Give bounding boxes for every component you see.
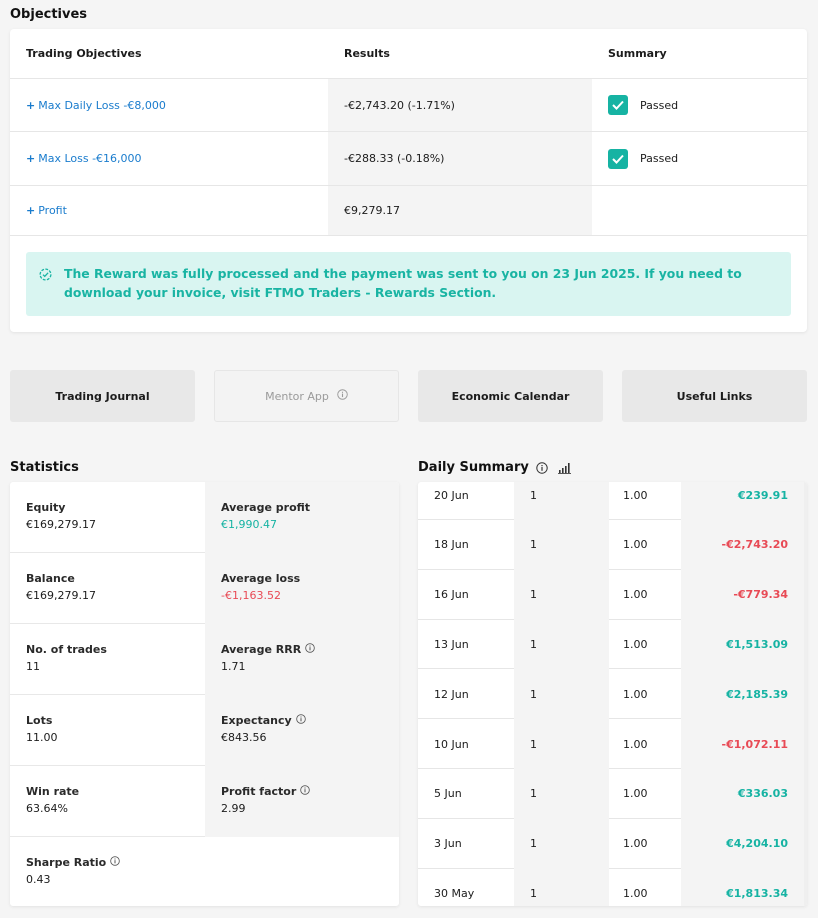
- stat-value-lots: 11.00: [26, 731, 58, 744]
- passed-label: Passed: [640, 98, 679, 112]
- objective-row-profit: [10, 186, 807, 236]
- stat-row: [10, 482, 399, 553]
- stat-row: [10, 766, 399, 837]
- daily-result: €336.03: [681, 769, 804, 819]
- info-icon[interactable]: [305, 643, 315, 656]
- daily-summary-title: Daily Summary: [418, 460, 529, 475]
- daily-result: €2,185.39: [681, 669, 804, 719]
- stat-label-equity: Equity: [26, 501, 66, 514]
- daily-result: €1,513.09: [681, 619, 804, 669]
- daily-result: €4,204.10: [681, 819, 804, 869]
- daily-date: 5 Jun: [434, 787, 462, 801]
- daily-summary-row: [418, 868, 804, 906]
- stat-label-profit-factor: Profit factor: [221, 785, 399, 798]
- stat-value-equity: €169,279.17: [26, 518, 96, 531]
- stat-value-no-of-trades: 11: [26, 660, 40, 673]
- reward-notice: [26, 252, 791, 316]
- daily-date: 13 Jun: [434, 637, 469, 651]
- stat-value-average-loss: -€1,163.52: [221, 589, 281, 602]
- stat-row: [10, 695, 399, 766]
- daily-result: -€779.34: [681, 570, 804, 620]
- daily-result: -€1,072.11: [681, 719, 804, 769]
- daily-date: 20 Jun: [434, 488, 469, 502]
- check-icon: [608, 95, 628, 115]
- stat-row: [10, 837, 399, 906]
- objective-row-max-loss: [10, 132, 807, 186]
- stat-value-sharpe-ratio: 0.43: [26, 873, 51, 886]
- objective-summary: [592, 132, 807, 185]
- daily-summary-card: [418, 482, 807, 906]
- daily-lots: 1.00: [623, 837, 648, 851]
- scrollbar[interactable]: [804, 482, 807, 906]
- daily-date: 16 Jun: [434, 588, 469, 602]
- daily-lots: 1.00: [623, 687, 648, 701]
- objective-link-profit[interactable]: + Profit: [26, 204, 67, 217]
- stat-value-win-rate: 63.64%: [26, 802, 68, 815]
- daily-lots: 1.00: [623, 637, 648, 651]
- stat-label-average-rrr: Average RRR: [221, 643, 399, 656]
- stat-label-balance: Balance: [26, 572, 75, 585]
- bar-chart-icon[interactable]: [558, 462, 571, 474]
- stat-label-sharpe-ratio: Sharpe Ratio: [26, 856, 205, 869]
- stat-label-no-of-trades: No. of trades: [26, 643, 107, 656]
- daily-trades: 1: [514, 482, 609, 520]
- daily-summary-row: [418, 819, 804, 869]
- daily-date: 30 May: [434, 886, 475, 900]
- header-trading-objectives: Trading Objectives: [26, 47, 142, 60]
- header-summary: Summary: [608, 47, 667, 60]
- objective-link-max-daily-loss[interactable]: + Max Daily Loss -€8,000: [26, 98, 166, 112]
- info-icon[interactable]: [296, 714, 306, 727]
- economic-calendar-button[interactable]: Economic Calendar: [418, 370, 603, 422]
- stat-row: [10, 553, 399, 624]
- stat-value-balance: €169,279.17: [26, 589, 96, 602]
- statistics-title: Statistics: [10, 460, 79, 475]
- stat-value-profit-factor: 2.99: [221, 802, 246, 815]
- passed-label: Passed: [640, 152, 679, 165]
- daily-summary-row: [418, 482, 804, 520]
- daily-lots: 1.00: [623, 588, 648, 602]
- daily-summary-header: [418, 460, 571, 475]
- daily-trades: 1: [514, 570, 609, 620]
- daily-result: €1,813.34: [681, 868, 804, 906]
- reward-notice-text: The Reward was fully processed and the payment was sent to you on 23 Jun 2025. If you need to download your invoice, visit FTMO Traders - Rewards Section.: [64, 266, 742, 300]
- daily-lots: 1.00: [623, 488, 648, 502]
- daily-date: 18 Jun: [434, 538, 469, 552]
- trading-journal-button[interactable]: Trading Journal: [10, 370, 195, 422]
- header-results: Results: [344, 47, 390, 60]
- daily-trades: 1: [514, 719, 609, 769]
- daily-trades: 1: [514, 819, 609, 869]
- daily-trades: 1: [514, 669, 609, 719]
- mentor-app-button[interactable]: Mentor App: [214, 370, 399, 422]
- daily-summary-row: [418, 520, 804, 570]
- daily-lots: 1.00: [623, 886, 648, 900]
- statistics-card: [10, 482, 399, 906]
- daily-trades: 1: [514, 868, 609, 906]
- daily-summary-row: [418, 619, 804, 669]
- daily-summary-row: [418, 669, 804, 719]
- objective-summary: [592, 186, 807, 235]
- daily-date: 10 Jun: [434, 737, 469, 751]
- objective-result: -€288.33 (-0.18%): [328, 132, 592, 185]
- daily-result: €239.91: [681, 482, 804, 520]
- objective-result: €9,279.17: [328, 186, 592, 235]
- info-icon[interactable]: [300, 785, 310, 798]
- daily-trades: 1: [514, 520, 609, 570]
- objective-summary: [592, 79, 807, 131]
- stat-label-average-loss: Average loss: [221, 572, 301, 585]
- daily-lots: 1.00: [623, 787, 648, 801]
- stat-value-expectancy: €843.56: [221, 731, 267, 744]
- check-icon: [608, 149, 628, 169]
- objective-row-max-daily-loss: [10, 79, 807, 132]
- info-icon[interactable]: [337, 389, 348, 403]
- useful-links-button[interactable]: Useful Links: [622, 370, 807, 422]
- stat-label-lots: Lots: [26, 714, 53, 727]
- daily-summary-row: [418, 570, 804, 620]
- objectives-title: Objectives: [10, 7, 88, 22]
- daily-summary-row: [418, 719, 804, 769]
- stat-label-average-profit: Average profit: [221, 501, 311, 514]
- objective-result: -€2,743.20 (-1.71%): [328, 79, 592, 131]
- info-icon[interactable]: [110, 856, 120, 869]
- objective-link-max-loss[interactable]: + Max Loss -€16,000: [26, 152, 142, 165]
- stat-value-average-rrr: 1.71: [221, 660, 246, 673]
- daily-lots: 1.00: [623, 538, 648, 552]
- daily-summary-row: [418, 769, 804, 819]
- verified-icon: [39, 267, 52, 286]
- daily-result: -€2,743.20: [681, 520, 804, 570]
- daily-date: 3 Jun: [434, 837, 462, 851]
- stat-label-win-rate: Win rate: [26, 785, 80, 798]
- daily-lots: 1.00: [623, 737, 648, 751]
- info-icon[interactable]: [536, 462, 548, 474]
- daily-trades: 1: [514, 619, 609, 669]
- daily-trades: 1: [514, 769, 609, 819]
- stat-row: [10, 624, 399, 695]
- stat-value-average-profit: €1,990.47: [221, 518, 277, 531]
- objectives-header-row: [10, 29, 807, 79]
- stat-label-expectancy: Expectancy: [221, 714, 399, 727]
- objectives-card: [10, 29, 807, 332]
- daily-date: 12 Jun: [434, 687, 469, 701]
